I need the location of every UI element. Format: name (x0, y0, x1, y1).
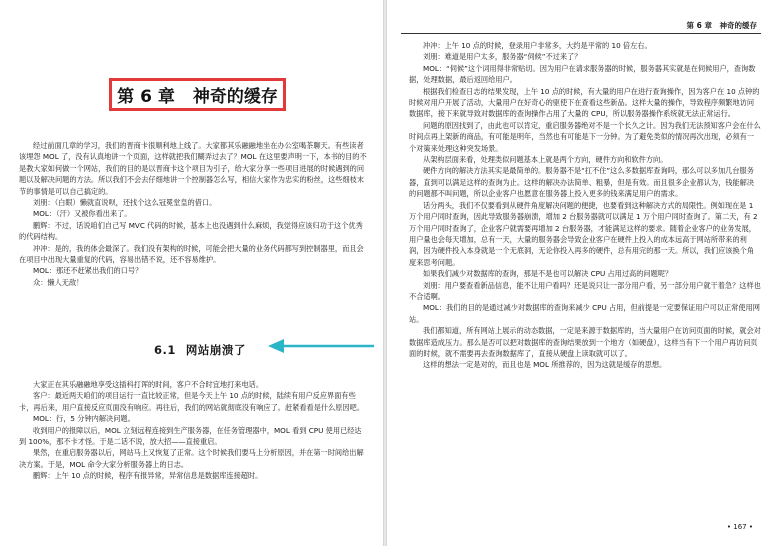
body-paragraph: 从架构层面来看，处理类似问题基本上就是两个方向，硬件方向和软件方向。 (423, 155, 668, 165)
body-paragraph: 冲冲：上午 10 点的时候，登录用户非常多，大约是平常的 10 倍左右。 (423, 41, 652, 50)
chapter-heading-highlight (109, 78, 286, 111)
section-paragraph: 客户：最近两天咱们的项目运行一直比较正常，但是今天上午 10 点的时候，陆续有用户反应界面有些卡，再后来，用户直接反应页面没有响应。再往后，我们的网站就彻底没有响应了。赶紧看看是什么原因吧。 (19, 391, 365, 412)
section-paragraph: 果然，在重启服务器以后，网站马上又恢复了正常。这个时候我们要马上分析原因，并在第一时间给出解决方案。于是，MOL 命令大家分析服务器上的日志。 (19, 448, 364, 469)
body-paragraph: 硬件方向的解决方法其实是最简单的。服务器不是“扛不住”这么多数据库查询吗，那么可以多加几台服务器，直到可以满足这样的查询为止。这样的解决办法简单、粗暴，但是有效。而且很多企业都认为，钱能解决的问题都不叫问题，所以企业客户也愿意在服务器上投入更多的钱来满足用户的需求。 (409, 166, 755, 199)
right-page (387, 0, 775, 546)
body-paragraph: 话分两头，我们不仅要看到从硬件角度解决问题的便捷，也要看到这种解决方式的局限性。例如现在是 1 万个用户同时查询，因此导致服务器崩溃，增加 2 台服务器就可以满足 1 万个用户同时查询了。第二天，有 2 万个用户同时查询了，企业客户就需要再增加 2 台服务器，才能满足这样的要求。随着企业客户的业务发展，用户量也会每天增加，总有一天，大量的服务器会导致企业客户在硬件上投入的成本远高于网站所带来的利润，因为硬件投入本身就是一个无底洞，无论你投入再多的硬件，总有用完的那一天。所以，我们应该换个角度来思考问题。 (409, 200, 758, 267)
section-paragraph: MOL：行，5 分钟内解决问题。 (33, 414, 135, 424)
chapter-number: 第 6 章 (117, 87, 175, 107)
section-number: 6.1 (154, 343, 176, 357)
section-paragraph: 鹏辉：上午 10 点的时候，程序有报异常，异常信息是数据库连接超时。 (33, 471, 263, 481)
header-rule (401, 33, 761, 34)
intro-paragraph: 冲冲：是的，我的体会最深了。我们没有架构的时候，可能会把大量的业务代码都写到控制器里，而且会在项目中出现大量重复的代码，容易出错不说，还不容易维护。 (19, 243, 364, 265)
section-paragraph: 收到用户的报障以后，MOL 立刻远程连接到生产服务器，在任务管理器中，MOL 看到 CPU 使用已经达到 100%，那不卡才怪。于是二话不说，放大招——直接重启。 (19, 425, 362, 447)
intro-paragraph: 众：懒人无敌！ (33, 277, 84, 287)
body-paragraph: 根据我们检查日志的结果发现，上午 10 点的时候，有大量的用户在进行查询操作，因为客户在 10 点钟的时候对用户开展了活动，大量用户在好奇心的驱使下在查看这些新品。这样大量的操作，导致程序频繁地访问数据库，接下来就导致对数据库的查询操作占用了大量的 CPU，所以服务器操作系统就无法正常运行。 (409, 86, 760, 119)
body-paragraph: MOL：“伺候”这个词用得非常贴切。因为用户在请求服务器的时候，服务器其实就是在伺候用户，查询数据，处理数据，最后返回给用户。 (409, 63, 756, 85)
body-paragraph: 刘朋：用户要查看新品信息，能不让用户看吗？还是说只让一部分用户看，另一部分用户就干着急？这样也不合适啊。 (409, 280, 761, 301)
intro-paragraph: MOL：（汗）又被你看出来了。 (33, 209, 132, 219)
intro-paragraph: 经过前面几章的学习，我们的晋商卡很顺利地上线了。大家都其乐融融地坐在办公室喝茶聊天。有些读者该埋怨 MOL 了，没有认真地讲一个页面，这样就把我们糊弄过去了？MOL 在这里要声明一下，本书的目的不是教大家如何做一个网站，我们的目的是以晋商卡这个项目为引子，给大家分享一些项目进展的时候遇到的问题以及解决问题的方法。所以我们不会去仔细地讲一个控制器怎么写，相信大家作为忠实的粉丝，这些细枝末节的事情是可以自己搞定的。 (19, 141, 367, 196)
intro-paragraph: MOL：那还不赶紧出我们的口号？ (33, 266, 143, 276)
body-paragraph: 刘朋：难道是用户太多，服务器“伺候”不过来了？ (423, 52, 582, 62)
section-paragraph: 大家正在其乐融融地享受这插科打诨的时间，客户不合时宜地打来电话。 (33, 380, 264, 389)
left-page (0, 0, 383, 546)
body-paragraph: MOL：我们的目的是通过减少对数据库的查询来减少 CPU 占用，但前提是一定要保证用户可以正常使用网站。 (409, 303, 760, 324)
body-paragraph: 这样的想法一定是对的，而且也是 MOL 所推荐的，因为这就是缓存的思想。 (423, 360, 667, 370)
intro-paragraph: 刘朋：（白眼）懒就直说呗，还找个这么冠冕堂皇的借口。 (33, 198, 217, 208)
page-number: • 167 • (726, 523, 753, 531)
intro-paragraph: 鹏辉：不过，话说咱们自己写 MVC 代码的时候，基本上也没遇到什么麻烦，我觉得应该归功于这个优秀的代码结构。 (19, 220, 363, 242)
running-header: 第 6 章 神奇的缓存 (686, 21, 757, 30)
right-page-text (409, 40, 761, 371)
chapter-title: 神奇的缓存 (192, 87, 278, 107)
arrow-annotation-icon (266, 337, 378, 355)
body-paragraph: 问题的原因找到了，由此也可以肯定，重启服务器绝对不是一个长久之计。因为我们无法预知客户会在什么时间点再上架新的商品，有可能是明年，当然也有可能是下一分钟。为了避免类似的情况再次出现，必须有一个对策来处理这种突发场景。 (409, 120, 761, 153)
chapter-intro-text (19, 140, 367, 288)
body-paragraph: 如果我们减少对数据库的查询，那是不是也可以解决 CPU 占用过高的问题呢？ (423, 269, 673, 279)
section-body-text (19, 379, 367, 482)
section-title: 网站崩溃了 (185, 343, 246, 357)
section-heading (154, 342, 246, 358)
body-paragraph: 我们都知道，所有网站上展示的动态数据，一定是来源于数据库的，当大量用户在访问页面的时候，就会对数据库造成压力。那么是否可以把对数据库的查询结果放到一个地方（如硬盘），这样当有下一个用户再访问页面的时候，就不需要再去查询数据库了，直接从硬盘上读取就可以了。 (409, 326, 761, 358)
